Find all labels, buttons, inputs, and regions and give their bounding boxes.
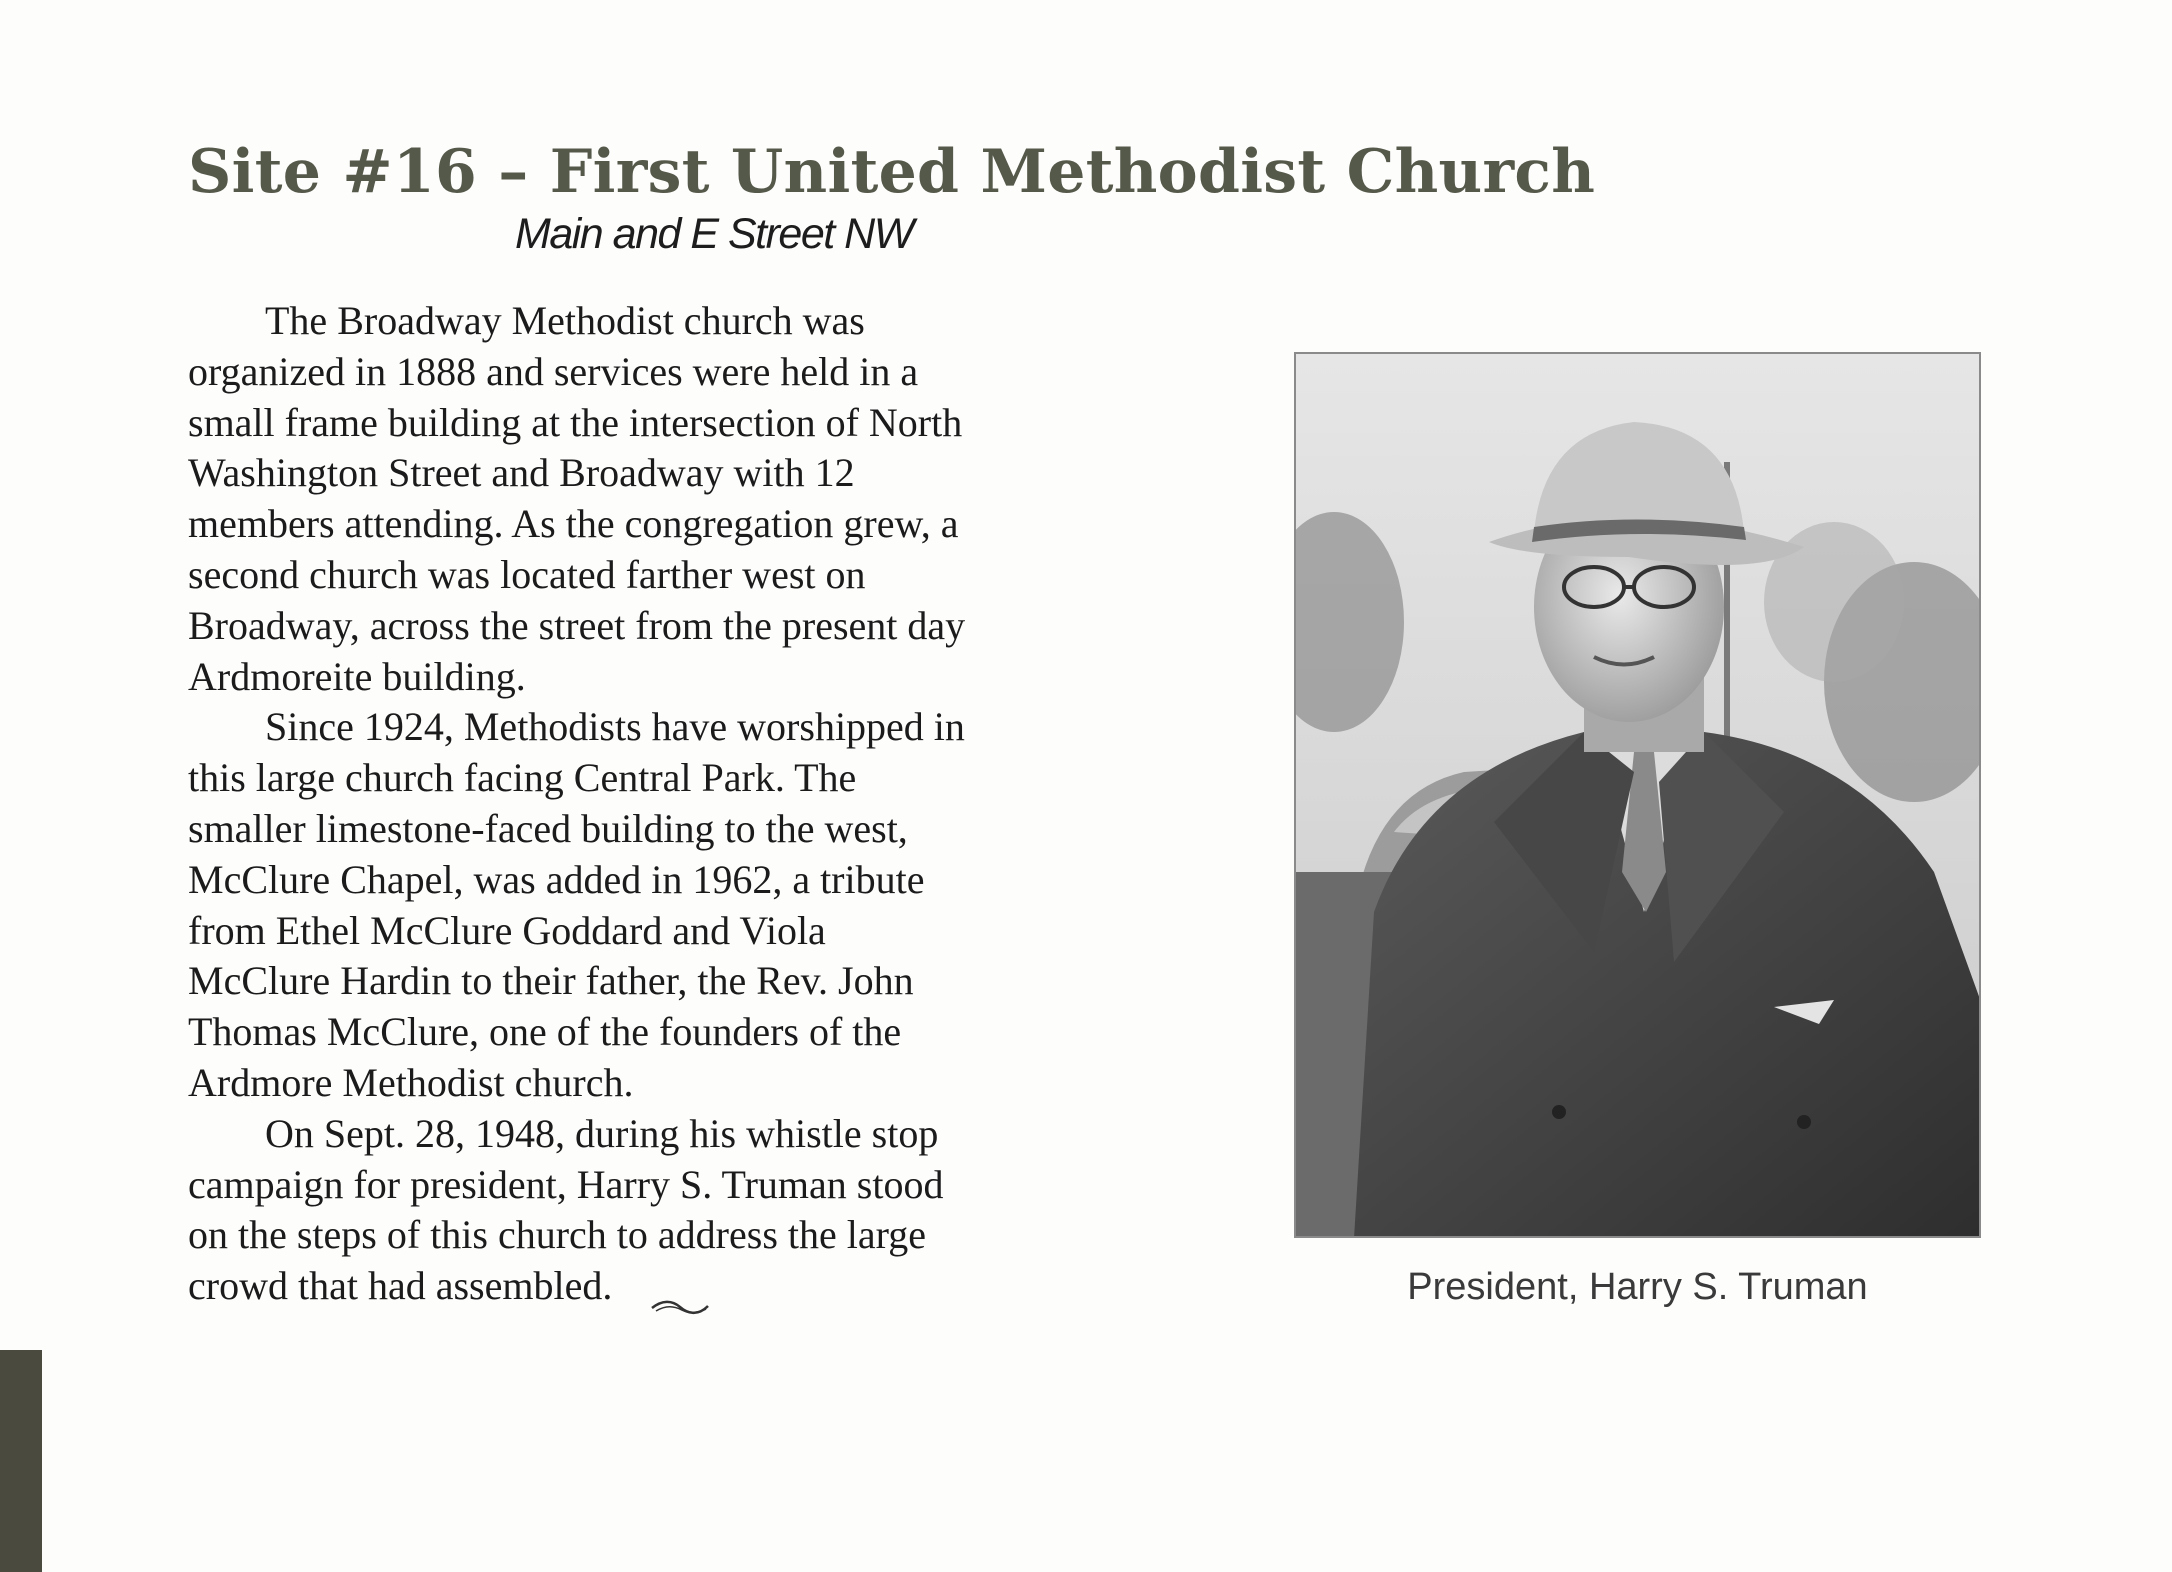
text-line: McClure Chapel, was added in 1962, a tribute xyxy=(188,856,925,902)
text-line: On Sept. 28, 1948, during his whistle stop xyxy=(265,1110,939,1156)
text-line: Thomas McClure, one of the founders of the xyxy=(188,1009,902,1055)
text-line: Washington Street and Broadway with 12 xyxy=(188,450,855,496)
text-line: Since 1924, Methodists have worshipped in xyxy=(265,704,965,750)
text-line: Broadway, across the street from the present day xyxy=(188,602,966,648)
text-line: this large church facing Central Park. The xyxy=(188,755,857,801)
page-subtitle: Main and E Street NW xyxy=(515,210,913,258)
text-line: Ardmoreite building. xyxy=(188,653,526,699)
truman-portrait-photo xyxy=(1294,352,1981,1238)
text-line: Ardmore Methodist church. xyxy=(188,1059,634,1105)
photo-caption: President, Harry S. Truman xyxy=(1407,1266,1868,1308)
paragraph-3 xyxy=(188,1109,1128,1312)
text-line: campaign for president, Harry S. Truman stood xyxy=(188,1161,944,1207)
text-line xyxy=(188,1261,1128,1312)
text-line: organized in 1888 and services were held in a xyxy=(188,348,919,394)
text-line: McClure Hardin to their father, the Rev. John xyxy=(188,958,914,1004)
text-line: members attending. As the congregation grew, a xyxy=(188,501,959,547)
paragraph-2 xyxy=(188,702,1128,1108)
page-edge-tab xyxy=(0,1350,42,1572)
article-body xyxy=(188,296,1128,1312)
text-line: on the steps of this church to address the large xyxy=(188,1212,926,1258)
text-line: The Broadway Methodist church was xyxy=(265,298,865,343)
paragraph-1 xyxy=(188,296,1128,702)
page-title: Site #16 – First United Methodist Church xyxy=(188,137,1596,207)
text-line: second church was located farther west on xyxy=(188,551,866,597)
wave-flourish-icon xyxy=(650,1280,710,1300)
text-line-content: crowd that had assembled. xyxy=(188,1263,613,1309)
text-line: small frame building at the intersection of North xyxy=(188,399,963,445)
text-line: smaller limestone-faced building to the west, xyxy=(188,805,908,851)
text-line: from Ethel McClure Goddard and Viola xyxy=(188,907,826,953)
